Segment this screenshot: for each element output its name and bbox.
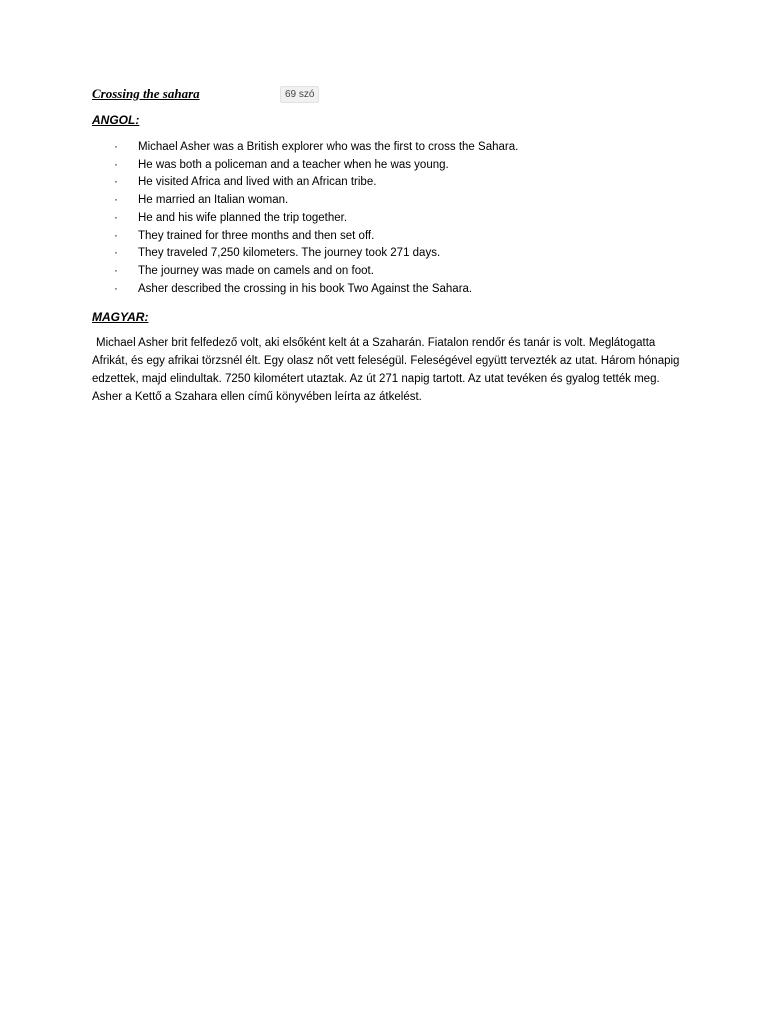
list-item-text: Michael Asher was a British explorer who was the first to cross the Sahara. <box>138 141 519 153</box>
list-item-text: They traveled 7,250 kilometers. The journey took 271 days. <box>138 247 441 260</box>
bullet-icon: · <box>114 211 118 224</box>
magyar-heading: MAGYAR: <box>92 310 149 324</box>
list-item-text: He was both a policeman and a teacher when he was young. <box>138 158 449 171</box>
list-item <box>112 157 518 175</box>
bullet-icon: · <box>114 176 118 189</box>
list-item-text: He married an Italian woman. <box>138 194 289 207</box>
list-item <box>112 174 518 192</box>
list-item <box>112 263 518 281</box>
english-bullet-list <box>112 139 518 298</box>
bullet-icon: · <box>114 158 118 171</box>
bullet-icon: · <box>114 247 118 260</box>
list-item <box>112 192 518 210</box>
title-row <box>92 85 692 105</box>
list-item-text: He and his wife planned the trip together. <box>138 211 348 224</box>
bullet-icon: · <box>114 282 118 295</box>
list-item <box>112 210 518 228</box>
list-item <box>112 228 518 246</box>
bullet-icon: · <box>114 264 118 277</box>
hungarian-paragraph: Michael Asher brit felfedező volt, aki elsőként kelt át a Szaharán. Fiatalon rendőr és tanár is volt. Meglátogatta Afrikát, és egy afrikai törzsnél élt. Egy olasz nőt vett feleségül. Feleségével együtt tervezték az utat. Három hónapig edzettek, majd elindultak. 7250 kilométert utaztak. Az út 271 napig tartott. Az utat tevéken és gyalog tették meg. Asher a Kettő a Szahara ellen című könyvében leírta az átkelést. <box>92 337 680 403</box>
document-title: Crossing the sahara <box>92 86 200 101</box>
bullet-icon: · <box>114 194 118 207</box>
angol-heading: ANGOL: <box>92 113 140 127</box>
bullet-icon: · <box>114 229 118 242</box>
list-item <box>112 281 518 299</box>
list-item-text: The journey was made on camels and on foot. <box>138 264 374 277</box>
list-item-text: Asher described the crossing in his book Two Against the Sahara. <box>138 282 473 295</box>
list-item-text: He visited Africa and lived with an African tribe. <box>138 176 377 189</box>
word-count-badge[interactable]: 69 szó <box>280 86 319 103</box>
bullet-icon: · <box>114 141 118 153</box>
list-item-text: They trained for three months and then set off. <box>138 229 375 242</box>
list-item <box>112 245 518 263</box>
list-item <box>112 139 518 157</box>
